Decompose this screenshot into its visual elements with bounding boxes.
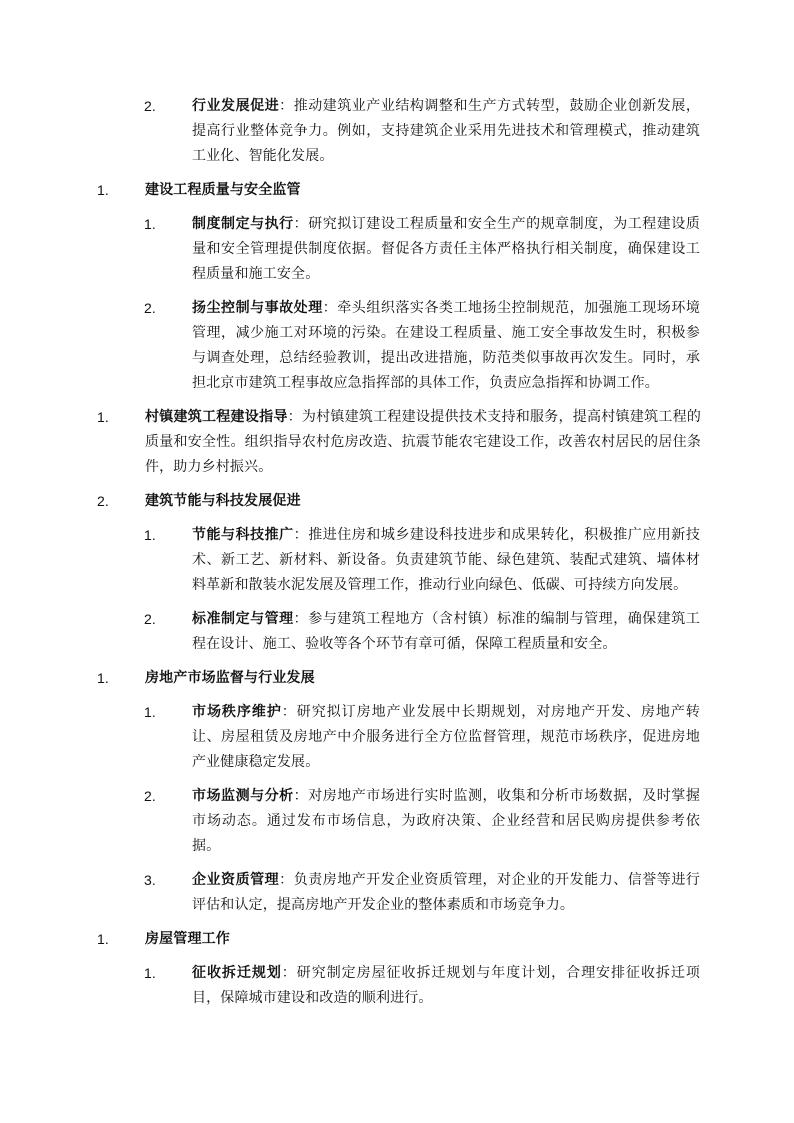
item-title: 村镇建筑工程建设指导 [145,409,288,425]
section-heading [97,666,701,691]
list-item [144,700,700,775]
list-text [192,94,700,169]
item-body: 研究制定房屋征收拆迁规划与年度计划，合理安排征收拆迁项目，保障城市建设和改造的顺利进行。 [192,965,700,1006]
list-item [144,868,700,918]
list-number: 1. [97,670,109,686]
list-number: 1. [97,931,109,947]
list-number: 1. [144,216,156,232]
list-text [145,405,701,480]
item-body: 推进住房和城乡建设科技进步和成果转化，积极推广应用新技术、新工艺、新材料、新设备。负责建筑节能、绿色建筑、装配式建筑、墙体材料革新和散装水泥发展及管理工作，推动行业向绿色、低碳、可持续方向发展。 [192,527,700,593]
section-title: 建设工程质量与安全监管 [145,182,301,198]
item-title: 制度制定与执行 [192,216,294,232]
item-title: 行业发展促进 [192,98,280,114]
item-title: 标准制定与管理 [192,611,294,627]
list-number: 1. [144,965,156,981]
list-text [192,700,700,775]
list-text [145,178,701,203]
item-title: 征收拆迁规划 [192,965,282,981]
item-body: 研究拟订建设工程质量和安全生产的规章制度，为工程建设质量和安全管理提供制度依据。督促各方责任主体严格执行相关制度，确保建设工程质量和施工安全。 [192,216,700,282]
list-number: 1. [144,527,156,543]
list-number: 2. [144,300,156,316]
list-number: 2. [144,611,156,627]
item-title: 市场秩序维护 [192,704,282,720]
item-separator: ： [293,611,309,627]
list-text [192,784,700,859]
item-separator: ： [293,527,309,543]
list-item [144,212,700,287]
section-heading [97,927,701,952]
item-separator: ： [279,98,294,114]
item-body: 牵头组织落实各类工地扬尘控制规范，加强施工现场环境管理，减少施工对环境的污染。在建设工程质量、施工安全事故发生时，积极参与调查处理，总结经验教训，提出改进措施，防范类似事故再次发生。同时，承担北京市建筑工程事故应急指挥部的具体工作，负责应急指挥和协调工作。 [192,300,701,391]
item-separator: ： [293,788,309,804]
item-body: 为村镇建筑工程建设提供技术支持和服务，提高村镇建筑工程的质量和安全性。组织指导农村危房改造、抗震节能农宅建设工作，改善农村居民的居住条件，助力乡村振兴。 [145,409,701,475]
list-text [192,961,700,1011]
item-body: 对房地产市场进行实时监测，收集和分析市场数据，及时掌握市场动态。通过发布市场信息，为政府决策、企业经营和居民购房提供参考依据。 [192,788,700,854]
list-text [192,212,700,287]
list-text [192,607,700,657]
list-number: 1. [97,182,109,198]
item-title: 扬尘控制与事故处理 [192,300,323,316]
list-item [144,607,700,657]
list-text [145,489,701,514]
item-separator: ： [281,704,297,720]
item-separator: ： [287,409,302,425]
section-title: 房屋管理工作 [145,931,230,947]
item-separator: ： [293,216,309,232]
list-number: 2. [144,788,156,804]
section-title: 建筑节能与科技发展促进 [145,493,301,509]
list-number: 2. [144,98,156,114]
section-heading [97,489,701,514]
item-body: 参与建筑工程地方（含村镇）标准的编制与管理，确保建筑工程在设计、施工、验收等各个环节有章可循，保障工程质量和安全。 [192,611,700,652]
list-text [145,666,701,691]
item-body: 负责房地产开发企业资质管理，对企业的开发能力、信誉等进行评估和认定，提高房地产开发企业的整体素质和市场竞争力。 [192,872,700,913]
item-title: 节能与科技推广 [192,527,294,543]
list-text [192,523,700,598]
list-item [144,94,700,169]
item-body: 研究拟订房地产业发展中长期规划，对房地产开发、房地产转让、房屋租赁及房地产中介服务进行全方位监督管理，规范市场秩序，促进房地产业健康稳定发展。 [192,704,700,770]
list-number: 3. [144,872,156,888]
list-number: 1. [97,409,109,425]
item-body: 推动建筑业产业结构调整和生产方式转型，鼓励企业创新发展，提高行业整体竞争力。例如，支持建筑企业采用先进技术和管理模式，推动建筑工业化、智能化发展。 [192,98,700,164]
list-number: 2. [97,493,109,509]
list-item [97,405,701,480]
list-text [192,296,700,396]
item-separator: ： [322,300,338,316]
list-item [144,296,701,396]
list-text [145,927,701,952]
section-heading [97,178,701,203]
list-text [192,868,700,918]
list-item [144,523,700,598]
item-title: 市场监测与分析 [192,788,294,804]
section-title: 房地产市场监督与行业发展 [145,670,315,686]
list-number: 1. [144,704,156,720]
item-separator: ： [279,872,294,888]
item-title: 企业资质管理 [192,872,280,888]
list-item [144,784,700,859]
list-item [144,961,700,1011]
item-separator: ： [281,965,297,981]
